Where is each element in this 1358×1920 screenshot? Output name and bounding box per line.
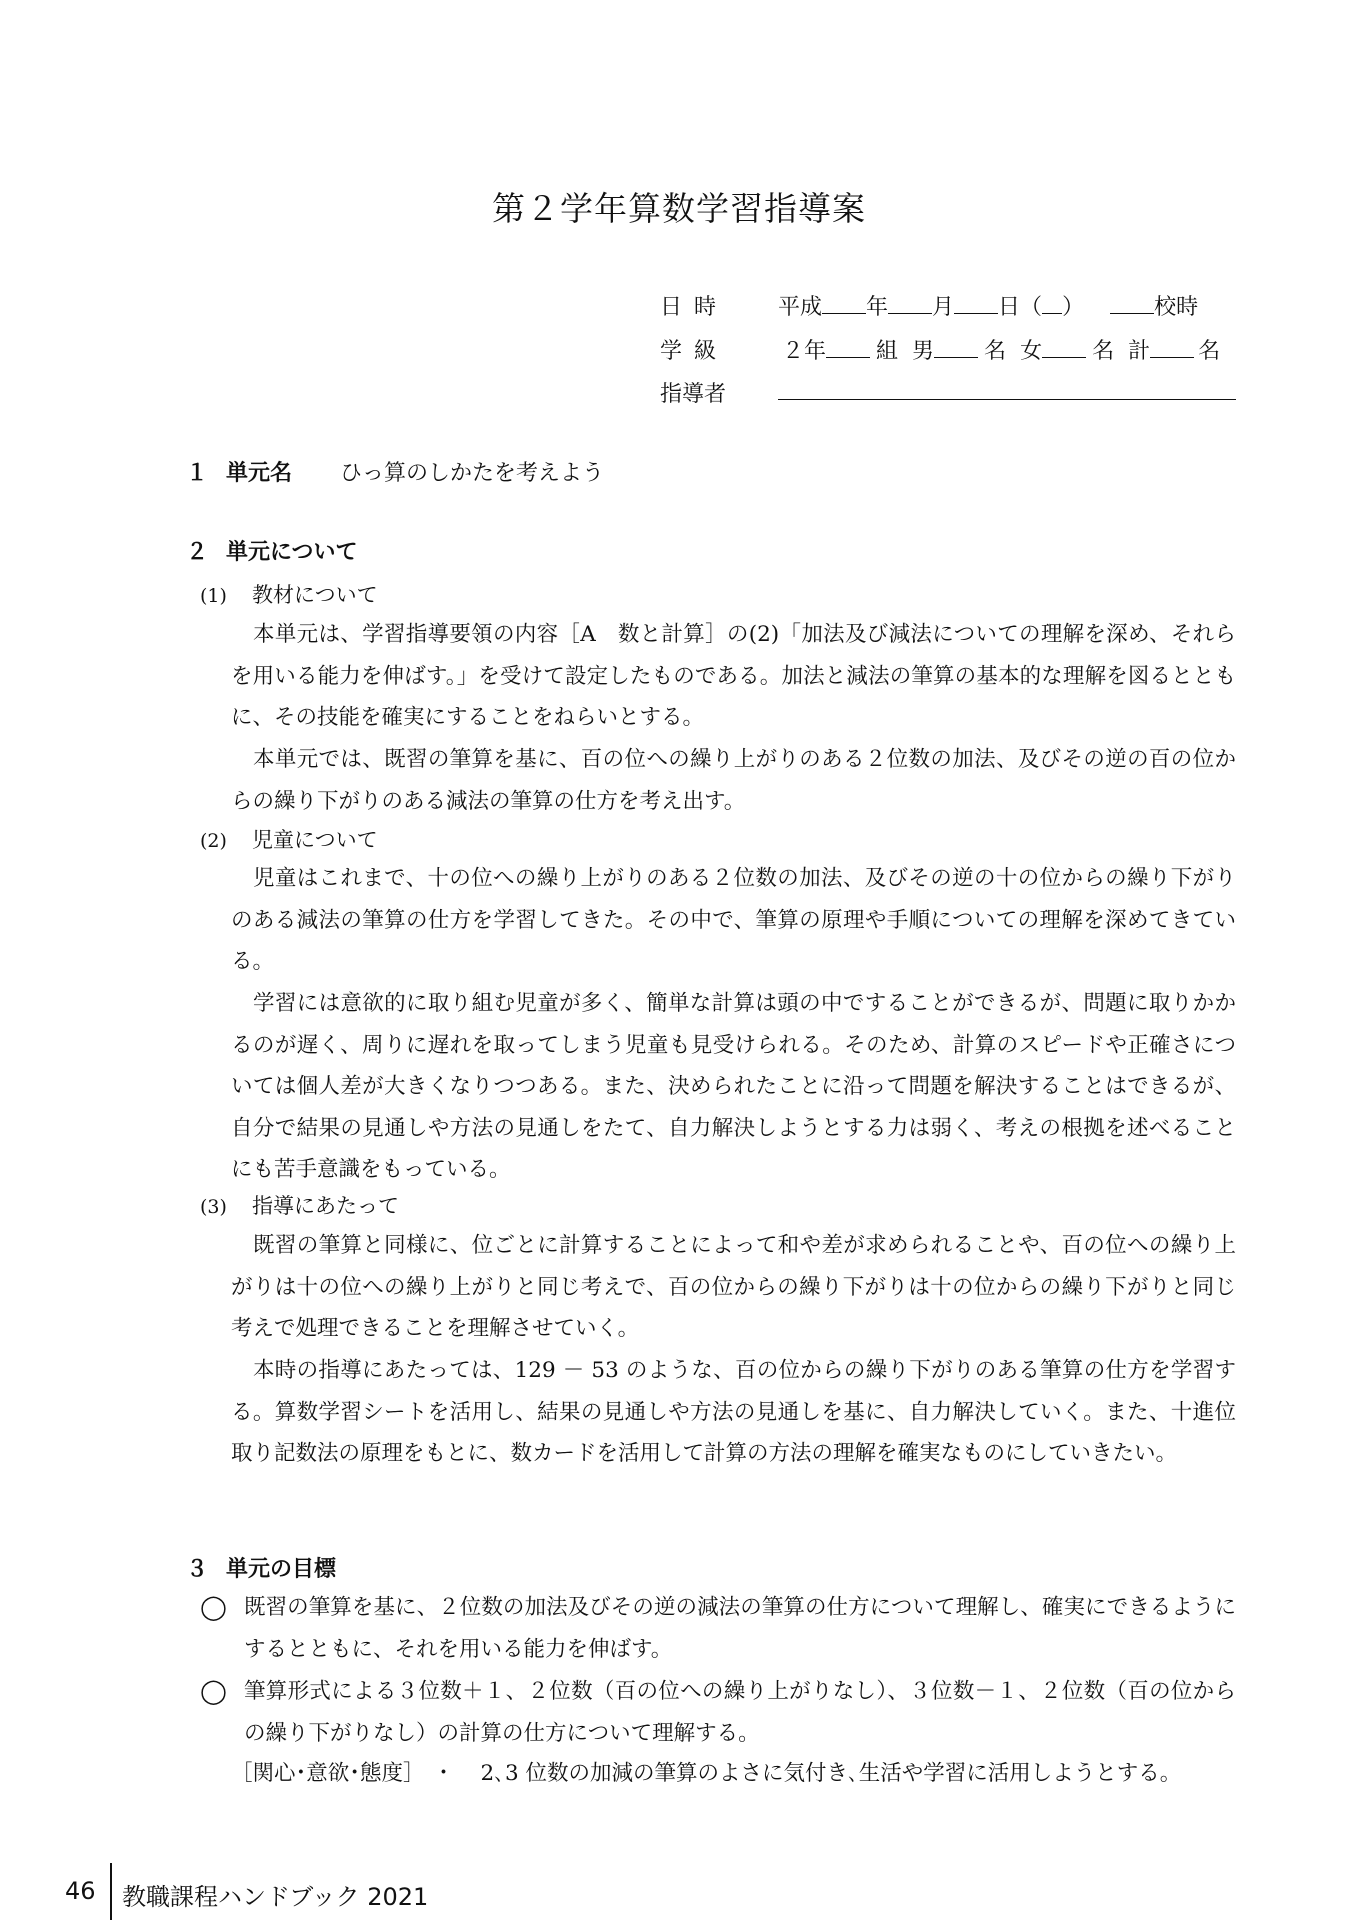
paragraph: 本時の指導にあたっては、129 － 53 のような、百の位からの繰り下がりのある筆算の仕方を学習する。算数学習シートを活用し、結果の見通しや方法の見通しを基に、自力解決していく。また、十進位取り記数法の原理をもとに、数カードを活用して計算の方法の理解を確実なものにしていきたい。 — [231, 1358, 1236, 1466]
subsection-label: 教材について — [252, 583, 378, 607]
day-blank — [954, 291, 998, 314]
subsection-guidance — [200, 1190, 399, 1220]
month-blank — [888, 291, 932, 314]
subsection-materials — [200, 579, 378, 609]
class-total-unit: 名 — [1198, 339, 1221, 364]
section-heading: 単元について — [226, 540, 358, 565]
circle-icon: ◯ — [200, 1677, 227, 1705]
male-blank — [934, 335, 978, 358]
section-number: １ — [186, 461, 209, 486]
date-day: 日（ — [998, 295, 1043, 320]
section-unit-name — [186, 456, 604, 487]
subsection-label: 指導にあたって — [252, 1194, 399, 1218]
total-blank — [1150, 335, 1194, 358]
paragraph: 既習の筆算と同様に、位ごとに計算することによって和や差が求められることや、百の位への繰り上がりは十の位への繰り上がりと同じ考えで、百の位からの繰り下がりは十の位からの繰り下がりと同じ考えで処理できることを理解させていく。 — [231, 1233, 1236, 1341]
class-value — [782, 334, 1220, 365]
period-blank — [1110, 291, 1154, 314]
page-number: 46 — [65, 1877, 96, 1905]
date-month: 月 — [932, 295, 955, 320]
female-blank — [1042, 335, 1086, 358]
subsection-label: 児童について — [252, 828, 378, 852]
goal-text: 既習の筆算を基に、２位数の加法及びその逆の減法の筆算の仕方について理解し、確実にできるようにするとともに、それを用いる能力を伸ばす。 — [244, 1595, 1236, 1662]
goal-item — [200, 1587, 1236, 1670]
class-male: 男 — [912, 339, 935, 364]
class-male-unit: 名 — [984, 339, 1007, 364]
bullet-icon: ・ — [432, 1761, 455, 1786]
subsection-students — [200, 824, 378, 854]
class-group: 組 — [876, 339, 899, 364]
unit-name-value: ひっ算のしかたを考えよう — [340, 461, 605, 486]
section-about-unit — [186, 535, 358, 566]
goal-text: 筆算形式による３位数＋１、２位数（百の位への繰り上がりなし）、３位数－１、２位数（百の位からの繰り下がりなし）の計算の仕方について理解する。 — [244, 1679, 1236, 1746]
paragraph: 学習には意欲的に取り組む児童が多く、簡単な計算は頭の中ですることができるが、問題に取りかかるのが遅く、周りに遅れを取ってしまう児童も見受けられる。そのため、計算のスピードや正確さについては個人差が大きくなりつつある。また、決められたことに沿って問題を解決することはできるが、自分で結果の見通しや方法の見通しをたて、自力解決しようとする力は弱く、考えの根拠を述べることにも苦手意識をもっている。 — [231, 991, 1236, 1182]
class-total: 計 — [1128, 339, 1151, 364]
teacher-blank — [778, 377, 1236, 400]
paragraph: 児童はこれまで、十の位への繰り上がりのある２位数の加法、及びその逆の十の位からの繰り下がりのある減法の筆算の仕方を学習してきた。その中で、筆算の原理や手順についての理解を深めてきている。 — [231, 866, 1236, 974]
section-heading: 単元の目標 — [226, 1557, 337, 1582]
class-grade: ２年 — [782, 339, 827, 364]
date-era: 平成 — [778, 295, 823, 320]
section-heading: 単元名 — [226, 461, 293, 486]
class-female: 女 — [1020, 339, 1043, 364]
teacher-label: 指導者 — [660, 382, 727, 407]
page-title: 第２学年算数学習指導案 — [492, 189, 866, 228]
section-number: ２ — [186, 540, 209, 565]
date-period: 校時 — [1154, 295, 1199, 320]
section-number: ３ — [186, 1557, 209, 1582]
subsection-number: (2) — [200, 830, 227, 852]
paragraph: 本単元では、既習の筆算を基に、百の位への繰り上がりのある２位数の加法、及びその逆の百の位からの繰り下がりのある減法の筆算の仕方を考え出す。 — [231, 747, 1236, 814]
date-year: 年 — [866, 295, 889, 320]
criterion-text: 2､3 位数の加減の筆算のよさに気付き､生活や学習に活用しようとする。 — [480, 1761, 1182, 1786]
evaluation-criterion — [231, 1756, 1241, 1787]
criterion-category: ［関心･意欲･態度］ — [231, 1761, 425, 1786]
class-female-unit: 名 — [1092, 339, 1115, 364]
subsection-number: (1) — [200, 585, 227, 607]
section-unit-goals — [186, 1552, 336, 1583]
footer-divider — [110, 1863, 112, 1920]
weekday-blank — [1042, 291, 1062, 314]
subsection-number: (3) — [200, 1196, 227, 1218]
group-blank — [826, 335, 870, 358]
teacher-value — [778, 377, 1236, 406]
date-close: ） — [1062, 295, 1085, 320]
book-title: 教職課程ハンドブック 2021 — [122, 1883, 429, 1911]
date-label: 日時 — [660, 295, 729, 320]
class-label: 学級 — [660, 339, 729, 364]
circle-icon: ◯ — [200, 1593, 227, 1621]
year-blank — [822, 291, 866, 314]
paragraph: 本単元は、学習指導要領の内容［A 数と計算］の(2)「加法及び減法についての理解を深め、それらを用いる能力を伸ばす。」を受けて設定したものである。加法と減法の筆算の基本的な理解を図るとともに、その技能を確実にすることをねらいとする。 — [231, 622, 1236, 730]
date-value — [778, 290, 1198, 321]
goal-item — [200, 1671, 1236, 1754]
